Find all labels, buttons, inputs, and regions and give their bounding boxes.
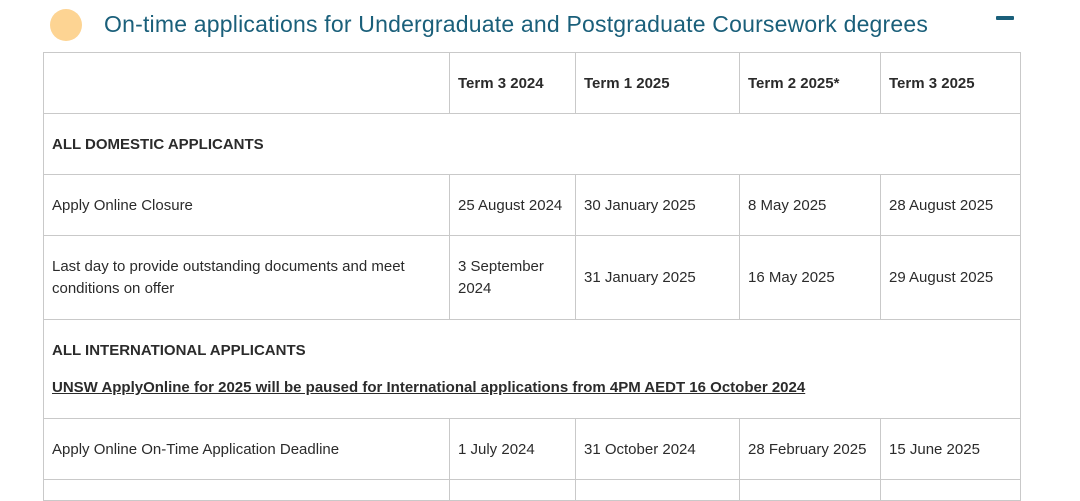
table-cell: 25 August 2024 [450, 175, 576, 236]
table-row [44, 236, 1021, 320]
table-cell [44, 480, 450, 501]
row-label: Apply Online Closure [44, 175, 450, 236]
table-cell: 30 January 2025 [576, 175, 740, 236]
section-cell [44, 320, 1021, 419]
row-label: Last day to provide outstanding documents and meet conditions on offer [44, 236, 450, 320]
table-cell: 16 May 2025 [740, 236, 881, 320]
table-cell: 15 June 2025 [881, 419, 1021, 480]
table-cell: 8 May 2025 [740, 175, 881, 236]
table-cell: 31 January 2025 [576, 236, 740, 320]
circle-icon [50, 9, 82, 41]
table-cell: 3 September 2024 [450, 236, 576, 320]
table-cell: 29 August 2025 [881, 236, 1021, 320]
application-dates-table [43, 52, 1021, 501]
table-cell [740, 480, 881, 501]
section-header[interactable] [0, 0, 1080, 50]
column-header-empty [44, 53, 450, 114]
table-row [44, 419, 1021, 480]
section-row-domestic [44, 114, 1021, 175]
section-title: On-time applications for Undergraduate and Postgraduate Coursework degrees [104, 11, 929, 37]
section-row-international [44, 320, 1021, 419]
column-header-term1-2025: Term 1 2025 [576, 53, 740, 114]
section-label: ALL DOMESTIC APPLICANTS [44, 114, 1021, 175]
table-cell [450, 480, 576, 501]
column-header-term2-2025: Term 2 2025* [740, 53, 881, 114]
table-cell: 28 February 2025 [740, 419, 881, 480]
column-header-term3-2024: Term 3 2024 [450, 53, 576, 114]
column-header-term3-2025: Term 3 2025 [881, 53, 1021, 114]
table-cell: 1 July 2024 [450, 419, 576, 480]
table-cell [881, 480, 1021, 501]
minus-icon[interactable] [996, 16, 1014, 20]
table-row [44, 480, 1021, 501]
pause-notice: UNSW ApplyOnline for 2025 will be paused for International applications from 4PM AEDT 16 October 2024 [52, 379, 806, 396]
table-cell [576, 480, 740, 501]
table-header-row [44, 53, 1021, 114]
table-cell: 31 October 2024 [576, 419, 740, 480]
table-row [44, 175, 1021, 236]
table-cell: 28 August 2025 [881, 175, 1021, 236]
section-label: ALL INTERNATIONAL APPLICANTS [52, 342, 306, 359]
row-label: Apply Online On-Time Application Deadline [44, 419, 450, 480]
